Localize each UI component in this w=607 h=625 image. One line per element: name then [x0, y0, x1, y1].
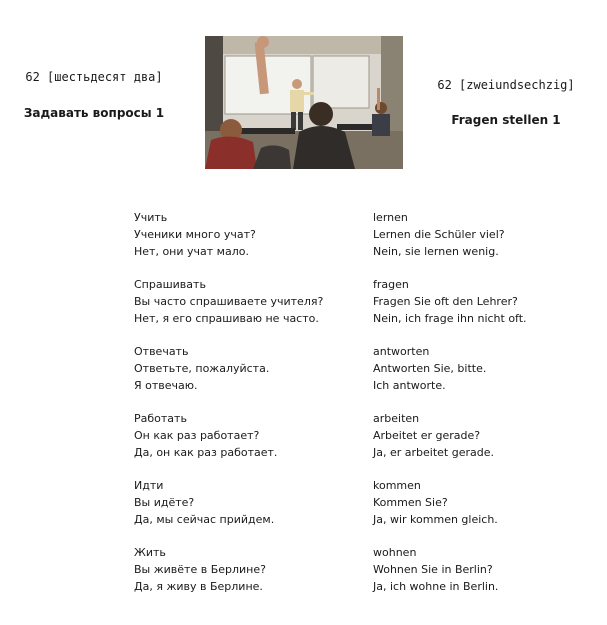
de-question: Lernen die Schüler viel?	[373, 228, 505, 241]
de-word: kommen	[373, 479, 421, 492]
vocab-group	[134, 343, 364, 394]
vocab-group	[134, 477, 364, 528]
vocab-group	[373, 343, 573, 394]
ru-word: Жить	[134, 546, 166, 559]
ru-question: Вы часто спрашиваете учителя?	[134, 295, 324, 308]
de-word: lernen	[373, 211, 408, 224]
ru-answer: Я отвечаю.	[134, 379, 198, 392]
de-question: Arbeitet er gerade?	[373, 429, 481, 442]
vocab-group	[134, 209, 364, 260]
ru-question: Ответьте, пожалуйста.	[134, 362, 270, 375]
ru-answer: Да, мы сейчас прийдем.	[134, 513, 275, 526]
vocab-group	[373, 544, 573, 595]
ru-lesson-number: 62 [шестьдесят два]	[25, 70, 163, 84]
de-question: Antworten Sie, bitte.	[373, 362, 487, 375]
classroom-photo	[205, 36, 403, 169]
de-answer: Ja, wir kommen gleich.	[373, 513, 498, 526]
ru-question: Ученики много учат?	[134, 228, 256, 241]
ru-header	[18, 70, 170, 121]
de-header	[430, 78, 582, 128]
de-word: arbeiten	[373, 412, 420, 425]
vocab-group	[373, 276, 573, 327]
vocab-group	[373, 209, 573, 260]
ru-word: Идти	[134, 479, 164, 492]
ru-word: Отвечать	[134, 345, 189, 358]
de-answer: Ja, er arbeitet gerade.	[373, 446, 494, 459]
vocab-group	[134, 544, 364, 595]
russian-column	[134, 209, 364, 611]
german-column	[373, 209, 573, 611]
de-question: Wohnen Sie in Berlin?	[373, 563, 493, 576]
vocab-group	[134, 410, 364, 461]
de-word: wohnen	[373, 546, 417, 559]
vocab-group	[134, 276, 364, 327]
ru-word: Спрашивать	[134, 278, 206, 291]
ru-answer: Нет, я его спрашиваю не часто.	[134, 312, 319, 325]
de-answer: Ja, ich wohne in Berlin.	[373, 580, 499, 593]
de-question: Fragen Sie oft den Lehrer?	[373, 295, 518, 308]
ru-question: Вы идёте?	[134, 496, 195, 509]
de-question: Kommen Sie?	[373, 496, 448, 509]
de-word: antworten	[373, 345, 430, 358]
ru-question: Он как раз работает?	[134, 429, 260, 442]
vocab-group	[373, 477, 573, 528]
ru-answer: Нет, они учат мало.	[134, 245, 249, 258]
de-lesson-number: 62 [zweiundsechzig]	[437, 78, 575, 92]
de-word: fragen	[373, 278, 409, 291]
de-lesson-title: Fragen stellen 1	[451, 113, 561, 127]
de-answer: Nein, sie lernen wenig.	[373, 245, 499, 258]
ru-question: Вы живёте в Берлине?	[134, 563, 266, 576]
ru-word: Учить	[134, 211, 168, 224]
ru-lesson-title: Задавать вопросы 1	[23, 106, 165, 120]
vocab-group	[373, 410, 573, 461]
de-answer: Nein, ich frage ihn nicht oft.	[373, 312, 527, 325]
ru-answer: Да, я живу в Берлине.	[134, 580, 263, 593]
ru-word: Работать	[134, 412, 187, 425]
de-answer: Ich antworte.	[373, 379, 446, 392]
ru-answer: Да, он как раз работает.	[134, 446, 278, 459]
